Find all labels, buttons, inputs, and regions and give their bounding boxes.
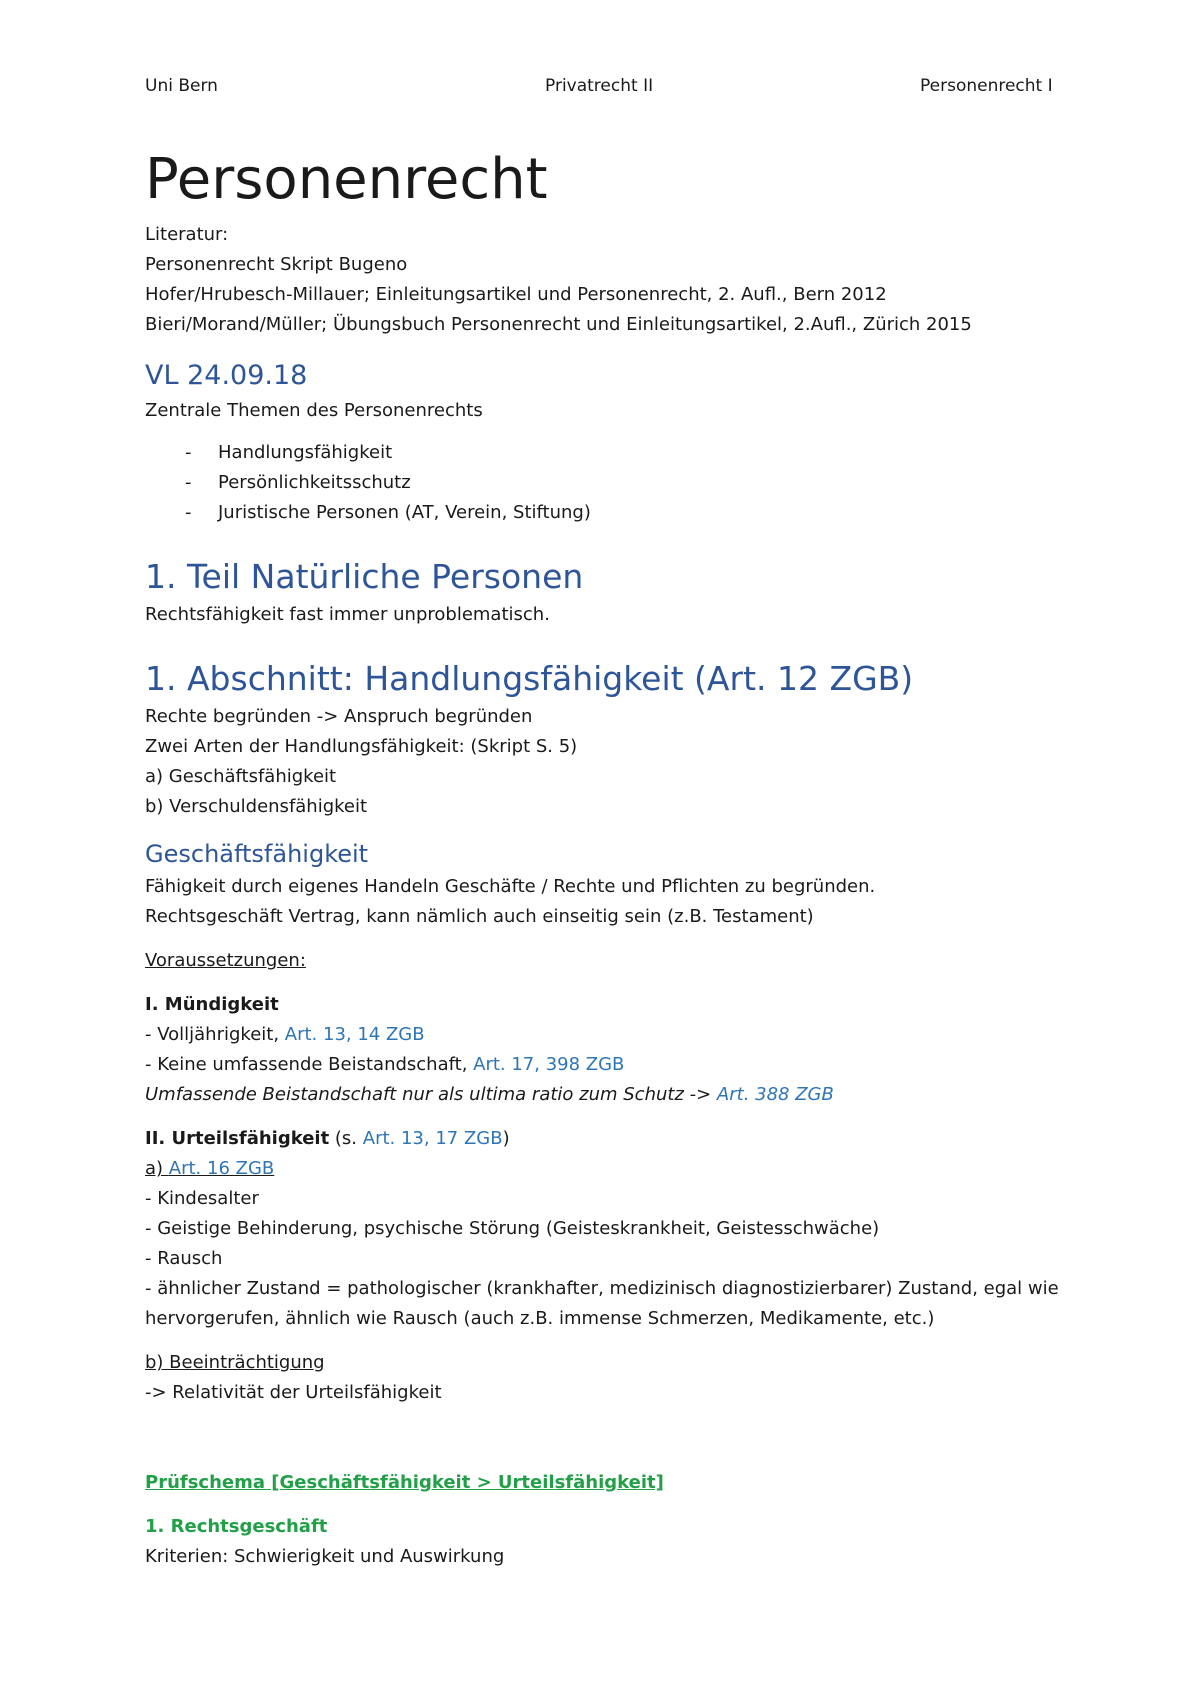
muendigkeit-text: - Volljährigkeit,	[145, 1024, 285, 1045]
article-link[interactable]: Art. 388 ZGB	[716, 1084, 834, 1105]
gf-heading: Geschäftsfähigkeit	[145, 840, 369, 868]
teil1-heading: 1. Teil Natürliche Personen	[145, 557, 584, 596]
literatur-item: Hofer/Hrubesch-Millauer; Einleitungsartikel und Personenrecht, 2. Aufl., Bern 2012	[145, 284, 887, 305]
urteil-item: - Rausch	[145, 1248, 223, 1269]
muendigkeit-line	[145, 1020, 1065, 1050]
topic-text: Handlungsfähigkeit	[218, 442, 393, 463]
list-item	[145, 438, 1065, 468]
header-center: Privatrecht II	[545, 76, 654, 96]
gf-line: Fähigkeit durch eigenes Handeln Geschäfte / Rechte und Pflichten zu begründen.	[145, 876, 876, 897]
topic-text: Juristische Personen (AT, Verein, Stiftung)	[218, 502, 591, 523]
abschnitt1-line: b) Verschuldensfähigkeit	[145, 796, 368, 817]
list-item	[145, 498, 1065, 528]
header-left: Uni Bern	[145, 76, 218, 96]
list-item	[145, 468, 1065, 498]
urteil-heading-post: )	[502, 1128, 510, 1149]
muendigkeit-heading: I. Mündigkeit	[145, 994, 279, 1015]
teil1-text: Rechtsfähigkeit fast immer unproblematisch.	[145, 604, 550, 625]
header-right: Personenrecht I	[920, 76, 1053, 96]
urteil-b-label: b) Beeinträchtigung	[145, 1352, 325, 1373]
vl-heading: VL 24.09.18	[145, 360, 308, 391]
dash-marker: -	[185, 442, 192, 463]
urteil-item: - ähnlicher Zustand = pathologischer (krankhafter, medizinisch diagnostizierbarer) Zustand, egal wie hervorgerufen, ähnlich wie Rausch (auch z.B. immense Schmerzen, Medikamente, etc.)	[145, 1278, 1059, 1329]
muendigkeit-line	[145, 1050, 1065, 1080]
article-link[interactable]: Art. 17, 398 ZGB	[473, 1054, 625, 1075]
muendigkeit-text: Umfassende Beistandschaft nur als ultima ratio zum Schutz ->	[145, 1084, 717, 1105]
muendigkeit-text: - Keine umfassende Beistandschaft,	[145, 1054, 474, 1075]
dash-marker: -	[185, 502, 192, 523]
muendigkeit-line	[145, 1080, 1065, 1110]
urteil-item: - Kindesalter	[145, 1188, 259, 1209]
document-body	[145, 140, 1065, 1572]
pruefschema-heading: Prüfschema [Geschäftsfähigkeit > Urteilsfähigkeit]	[145, 1472, 664, 1493]
urteil-b-text: -> Relativität der Urteilsfähigkeit	[145, 1382, 442, 1403]
topic-list	[145, 438, 1065, 528]
topic-text: Persönlichkeitsschutz	[218, 472, 411, 493]
urteil-heading: II. Urteilsfähigkeit	[145, 1128, 330, 1149]
literatur-item: Personenrecht Skript Bugeno	[145, 254, 408, 275]
gf-line: Rechtsgeschäft Vertrag, kann nämlich auch einseitig sein (z.B. Testament)	[145, 906, 814, 927]
urteil-heading-pre: (s.	[329, 1128, 363, 1149]
voraussetzungen-label: Voraussetzungen:	[145, 950, 306, 971]
page-title: Personenrecht	[145, 147, 548, 212]
article-link[interactable]: Art. 16 ZGB	[168, 1158, 275, 1179]
abschnitt1-line: Zwei Arten der Handlungsfähigkeit: (Skript S. 5)	[145, 736, 578, 757]
abschnitt1-line: Rechte begründen -> Anspruch begründen	[145, 706, 533, 727]
article-link[interactable]: Art. 13, 14 ZGB	[284, 1024, 425, 1045]
urteil-item: - Geistige Behinderung, psychische Störung (Geisteskrankheit, Geistesschwäche)	[145, 1218, 880, 1239]
abschnitt1-heading: 1. Abschnitt: Handlungsfähigkeit (Art. 12 ZGB)	[145, 659, 914, 698]
dash-marker: -	[185, 472, 192, 493]
article-link[interactable]: Art. 13, 17 ZGB	[362, 1128, 503, 1149]
abschnitt1-line: a) Geschäftsfähigkeit	[145, 766, 337, 787]
urteil-a-label: a)	[145, 1158, 169, 1179]
urteil-heading-line	[145, 1124, 1065, 1154]
pruefschema-step: 1. Rechtsgeschäft	[145, 1516, 328, 1537]
literatur-item: Bieri/Morand/Müller; Übungsbuch Personenrecht und Einleitungsartikel, 2.Aufl., Zürich 2015	[145, 314, 972, 335]
vl-intro: Zentrale Themen des Personenrechts	[145, 400, 483, 421]
pruefschema-criteria: Kriterien: Schwierigkeit und Auswirkung	[145, 1546, 505, 1567]
literatur-label: Literatur:	[145, 224, 229, 245]
urteil-a-line	[145, 1154, 1065, 1184]
